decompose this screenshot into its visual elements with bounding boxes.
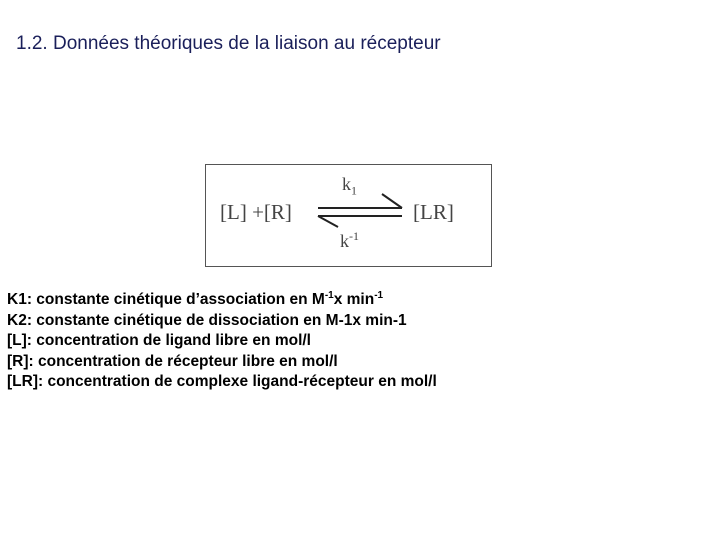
definition-k1-text: K1: constante cinétique d’association en M xyxy=(7,291,325,308)
definition-k1-exponent-2: -1 xyxy=(374,289,384,301)
reverse-rate-constant xyxy=(340,229,359,252)
k-forward-base: k xyxy=(342,174,351,194)
definition-k1-exponent-1: -1 xyxy=(324,289,334,301)
reaction-scheme-box xyxy=(205,164,492,267)
product-label: [LR] xyxy=(413,200,454,224)
definitions-list xyxy=(7,290,437,393)
definition-l: [L]: concentration de ligand libre en mol/l xyxy=(7,332,311,349)
k-forward-subscript: 1 xyxy=(351,183,357,198)
k-reverse-exponent: -1 xyxy=(349,229,359,243)
definition-k1 xyxy=(7,290,437,311)
definition-r: [R]: concentration de récepteur libre en mol/l xyxy=(7,352,338,370)
definition-k1-unit: x min xyxy=(333,291,375,308)
k-reverse-base: k xyxy=(340,231,349,251)
slide-title: 1.2. Données théoriques de la liaison au récepteur xyxy=(16,33,441,54)
reactants-label: [L] +[R] xyxy=(220,200,292,224)
definition-lr: [LR]: concentration de complexe ligand-récepteur en mol/l xyxy=(7,373,437,390)
definition-k2: K2: constante cinétique de dissociation en M-1x min-1 xyxy=(7,311,407,329)
